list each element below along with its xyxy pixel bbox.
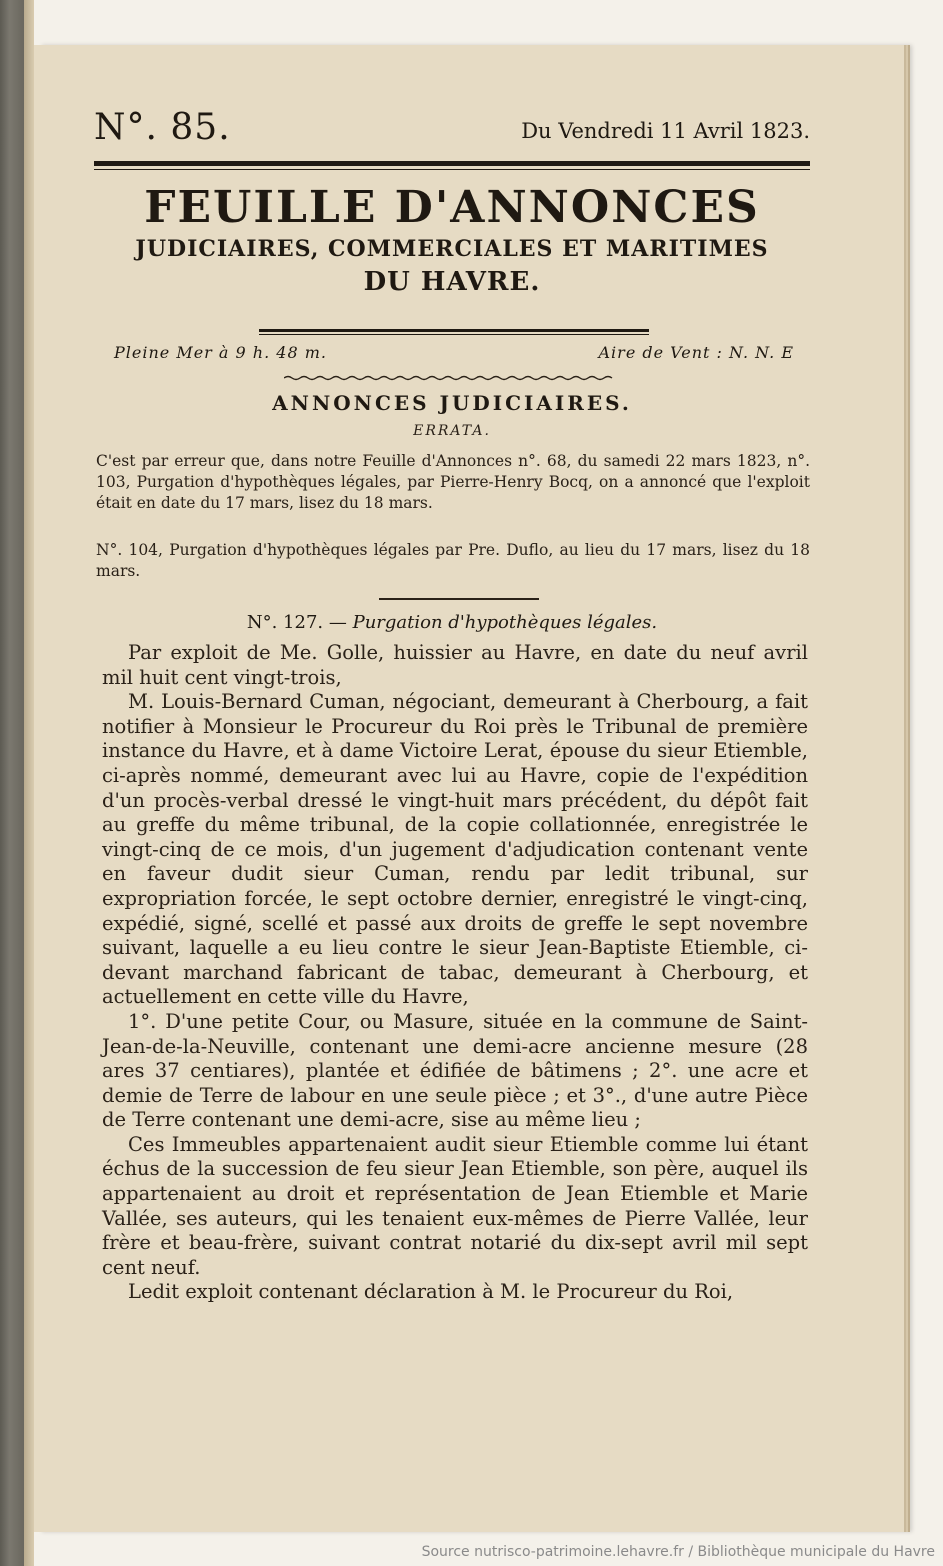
section-title: ANNONCES JUDICIAIRES.: [272, 391, 632, 415]
notice-heading: [94, 612, 810, 633]
masthead-subtitle: JUDICIAIRES, COMMERCIALES ET MARITIMES: [135, 236, 769, 262]
header-rule: [94, 161, 810, 166]
separator-rule: [379, 598, 539, 600]
binding-edge: [24, 0, 34, 1566]
errata-paragraph-2: N°. 104, Purgation d'hypothèques légales par Pre. Duflo, au lieu du 17 mars, lisez du 18 mars.: [96, 541, 810, 580]
tide-info: [114, 343, 794, 367]
notice-paragraph: Par exploit de Me. Golle, huissier au Havre, en date du neuf avril mil huit cent vingt-trois,: [102, 641, 808, 689]
masthead-rule-thin: [259, 334, 649, 335]
issue-number: N°. 85.: [94, 107, 231, 148]
masthead-rule: [259, 329, 649, 332]
notice-paragraph: M. Louis-Bernard Cuman, négociant, demeurant à Cherbourg, a fait notifier à Monsieur le Procureur du Roi près le Tribunal de première instance du Havre, et à dame Victoire Lerat, épouse du sieur Etiemble, ci-après nommé, demeurant avec lui au Havre, copie de l'expédition d'un procès-verbal dressé le vingt-huit mars précédent, du dépôt fait au greffe du même tribunal, de la copie collationnée, enregistrée le vingt-cinq de ce mois, d'un jugement d'adjudication contenant vente en faveur dudit sieur Cuman, rendu par ledit tribunal, sur expropriation forcée, le sept octobre dernier, enregistré le vingt-cinq, expédié, signé, scellé et passé aux droits de greffe le sept novembre suivant, laquelle a eu lieu contre le sieur Jean-Baptiste Etiemble, ci-devant marchand fabricant de tabac, demeurant à Cherbourg, et actuellement en cette ville du Havre,: [102, 690, 808, 1009]
wavy-divider: [284, 375, 614, 381]
masthead: [94, 183, 810, 299]
book-binding: [0, 0, 24, 1566]
notice-title: Purgation d'hypothèques légales.: [352, 612, 658, 633]
masthead-city: DU HAVRE.: [363, 267, 541, 297]
wind-direction: Aire de Vent : N. N. E: [598, 343, 794, 362]
notice-paragraph: Ces Immeubles appartenaient audit sieur Etiemble comme lui étant échus de la succession de feu sieur Jean Etiemble, son père, auquel ils appartenaient au droit et représentation de Jean Etiemble et Marie Vallée, ses auteurs, qui les tenaient eux-mêmes de Pierre Vallée, leur frère et beau-frère, suivant contrat notarié du dix-sept avril mil sept cent neuf.: [102, 1132, 808, 1279]
high-tide: Pleine Mer à 9 h. 48 m.: [114, 343, 327, 362]
errata-heading: ERRATA.: [413, 423, 491, 439]
issue-date: Du Vendredi 11 Avril 1823.: [521, 119, 810, 143]
notice-number: N°. 127. —: [246, 612, 347, 633]
masthead-title: FEUILLE D'ANNONCES: [144, 182, 760, 233]
newspaper-page: [34, 45, 904, 1532]
errata-paragraph-1: C'est par erreur que, dans notre Feuille d'Annonces n°. 68, du samedi 22 mars 1823, n°. 103, Purgation d'hypothèques légales, par Pierre-Henry Bocq, on a annoncé que l'exploit était en date du 17 mars, lisez du 18 mars.: [96, 452, 810, 512]
header-rule-thin: [94, 169, 810, 170]
issue-header: [94, 107, 810, 167]
notice-body: [102, 641, 808, 1305]
source-credit: Source nutrisco-patrimoine.lehavre.fr / Bibliothèque municipale du Havre: [421, 1544, 935, 1560]
notice-paragraph: 1°. D'une petite Cour, ou Masure, située en la commune de Saint-Jean-de-la-Neuville, contenant une demi-acre ancienne mesure (28 ares 37 centiares), plantée et édifiée de bâtimens ; 2°. une acre et demie de Terre de labour en une seule pièce ; et 3°., d'une autre Pièce de Terre contenant une demi-acre, sise au même lieu ;: [102, 1009, 808, 1132]
notice-paragraph: Ledit exploit contenant déclaration à M. le Procureur du Roi,: [128, 1280, 734, 1304]
